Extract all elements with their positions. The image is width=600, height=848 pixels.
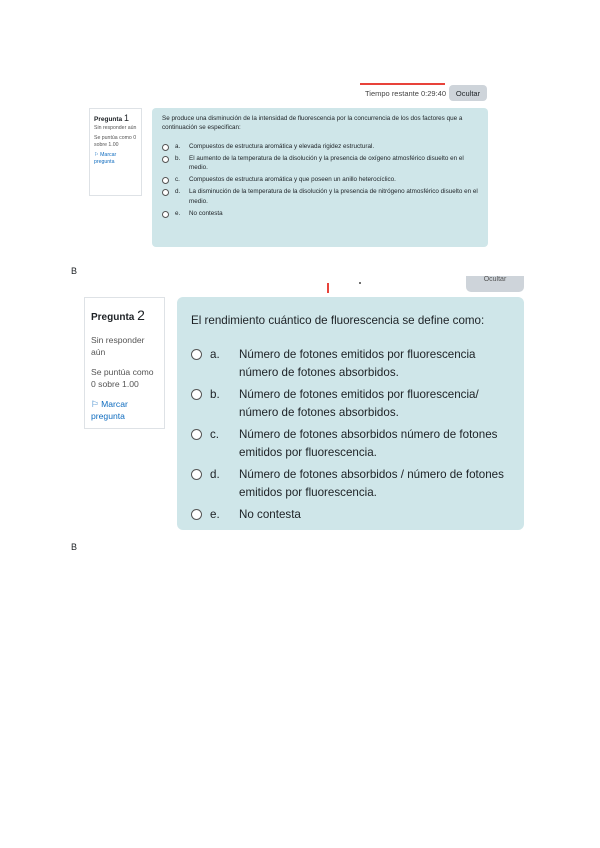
option-text: El aumento de la temperatura de la disolución y la presencia de oxígeno atmosférico disuelto en el medio.: [189, 154, 464, 172]
radio-button[interactable]: [191, 509, 202, 520]
flag-question-link[interactable]: [94, 152, 137, 166]
question-number: 1: [123, 113, 129, 123]
question-stem: El rendimiento cuántico de fluorescencia se define como:: [191, 314, 485, 327]
answer-option-d[interactable]: [191, 466, 510, 502]
flag-question-label: Marcar pregunta: [94, 151, 117, 165]
question-score: Se puntúa como 0 sobre 1.00: [91, 366, 154, 389]
radio-button[interactable]: [191, 349, 202, 360]
answer-option-e[interactable]: [191, 506, 510, 524]
question-title: [94, 112, 137, 125]
option-letter: b.: [175, 154, 181, 162]
option-letter: e.: [210, 507, 220, 521]
question-content: [177, 297, 524, 530]
option-text: Número de fotones absorbidos número de fotones emitidos por fluorescencia.: [239, 427, 498, 459]
timer-text: Tiempo restante 0:29:40: [365, 89, 447, 98]
timer-underline: [360, 83, 445, 85]
answer-option-a[interactable]: [191, 346, 510, 382]
question-word: Pregunta: [91, 312, 135, 323]
radio-button[interactable]: [162, 177, 169, 184]
flag-question-label: Marcar pregunta: [91, 398, 128, 421]
flag-question-link[interactable]: [91, 398, 158, 422]
question-status: Sin responder aún: [91, 334, 145, 357]
hide-timer-button[interactable]: Ocultar: [449, 85, 487, 101]
option-text: Número de fotones emitidos por fluorescencia número de fotones absorbidos.: [239, 347, 476, 379]
option-letter: c.: [175, 176, 180, 184]
answer-option-b[interactable]: [162, 154, 478, 173]
answer-option-d[interactable]: [162, 187, 478, 206]
option-text: Compuestos de estructura aromática y que poseen un anillo heterocíclico.: [189, 176, 396, 184]
option-letter: a.: [210, 347, 220, 361]
question-word: Pregunta: [94, 116, 123, 123]
radio-button[interactable]: [162, 189, 169, 196]
option-letter: c.: [210, 427, 220, 441]
radio-button[interactable]: [191, 389, 202, 400]
answer-option-e[interactable]: [162, 209, 478, 218]
question-content: [152, 108, 488, 247]
question-status: Sin responder aún: [94, 124, 137, 131]
question-info-panel: [89, 108, 142, 196]
radio-button[interactable]: [162, 144, 169, 151]
timer-underline-fragment: [327, 283, 329, 293]
option-text: Número de fotones absorbidos / número de fotones emitidos por fluorescencia.: [239, 467, 504, 499]
option-text: No contesta: [239, 507, 301, 521]
answer-option-b[interactable]: [191, 386, 510, 422]
answer-label-2: B: [71, 542, 78, 552]
option-letter: e.: [175, 209, 181, 217]
radio-button[interactable]: [162, 211, 169, 218]
option-letter: b.: [210, 387, 220, 401]
flag-icon: ⚐: [91, 398, 99, 409]
option-text: No contesta: [189, 209, 223, 217]
option-text: La disminución de la temperatura de la disolución y la presencia de nitrógeno atmosférico disuelto en el medio.: [189, 188, 478, 205]
radio-button[interactable]: [162, 156, 169, 163]
question-title: [91, 306, 158, 326]
question-number: 2: [137, 307, 145, 323]
answer-label-1: B: [71, 266, 78, 276]
option-text: Número de fotones emitidos por fluorescencia/ número de fotones absorbidos.: [239, 387, 479, 419]
option-letter: a.: [175, 142, 181, 150]
option-text: Compuestos de estructura aromática y elevada rigidez estructural.: [189, 142, 375, 150]
option-letter: d.: [175, 188, 181, 196]
radio-button[interactable]: [191, 429, 202, 440]
question-stem: Se produce una disminución de la intensidad de fluorescencia por la concurrencia de los dos factores que a continuación se especifican:: [162, 115, 463, 132]
radio-button[interactable]: [191, 469, 202, 480]
timer-fragment: [359, 282, 361, 284]
question-score: Se puntúa como 0 sobre 1.00: [94, 134, 137, 148]
flag-icon: ⚐: [94, 151, 99, 158]
option-letter: d.: [210, 467, 220, 481]
answer-option-c[interactable]: [191, 426, 510, 462]
hide-timer-button[interactable]: Ocultar: [466, 276, 524, 292]
answer-option-a[interactable]: [162, 142, 478, 151]
question-info-panel: [84, 297, 165, 429]
answer-option-c[interactable]: [162, 175, 478, 184]
